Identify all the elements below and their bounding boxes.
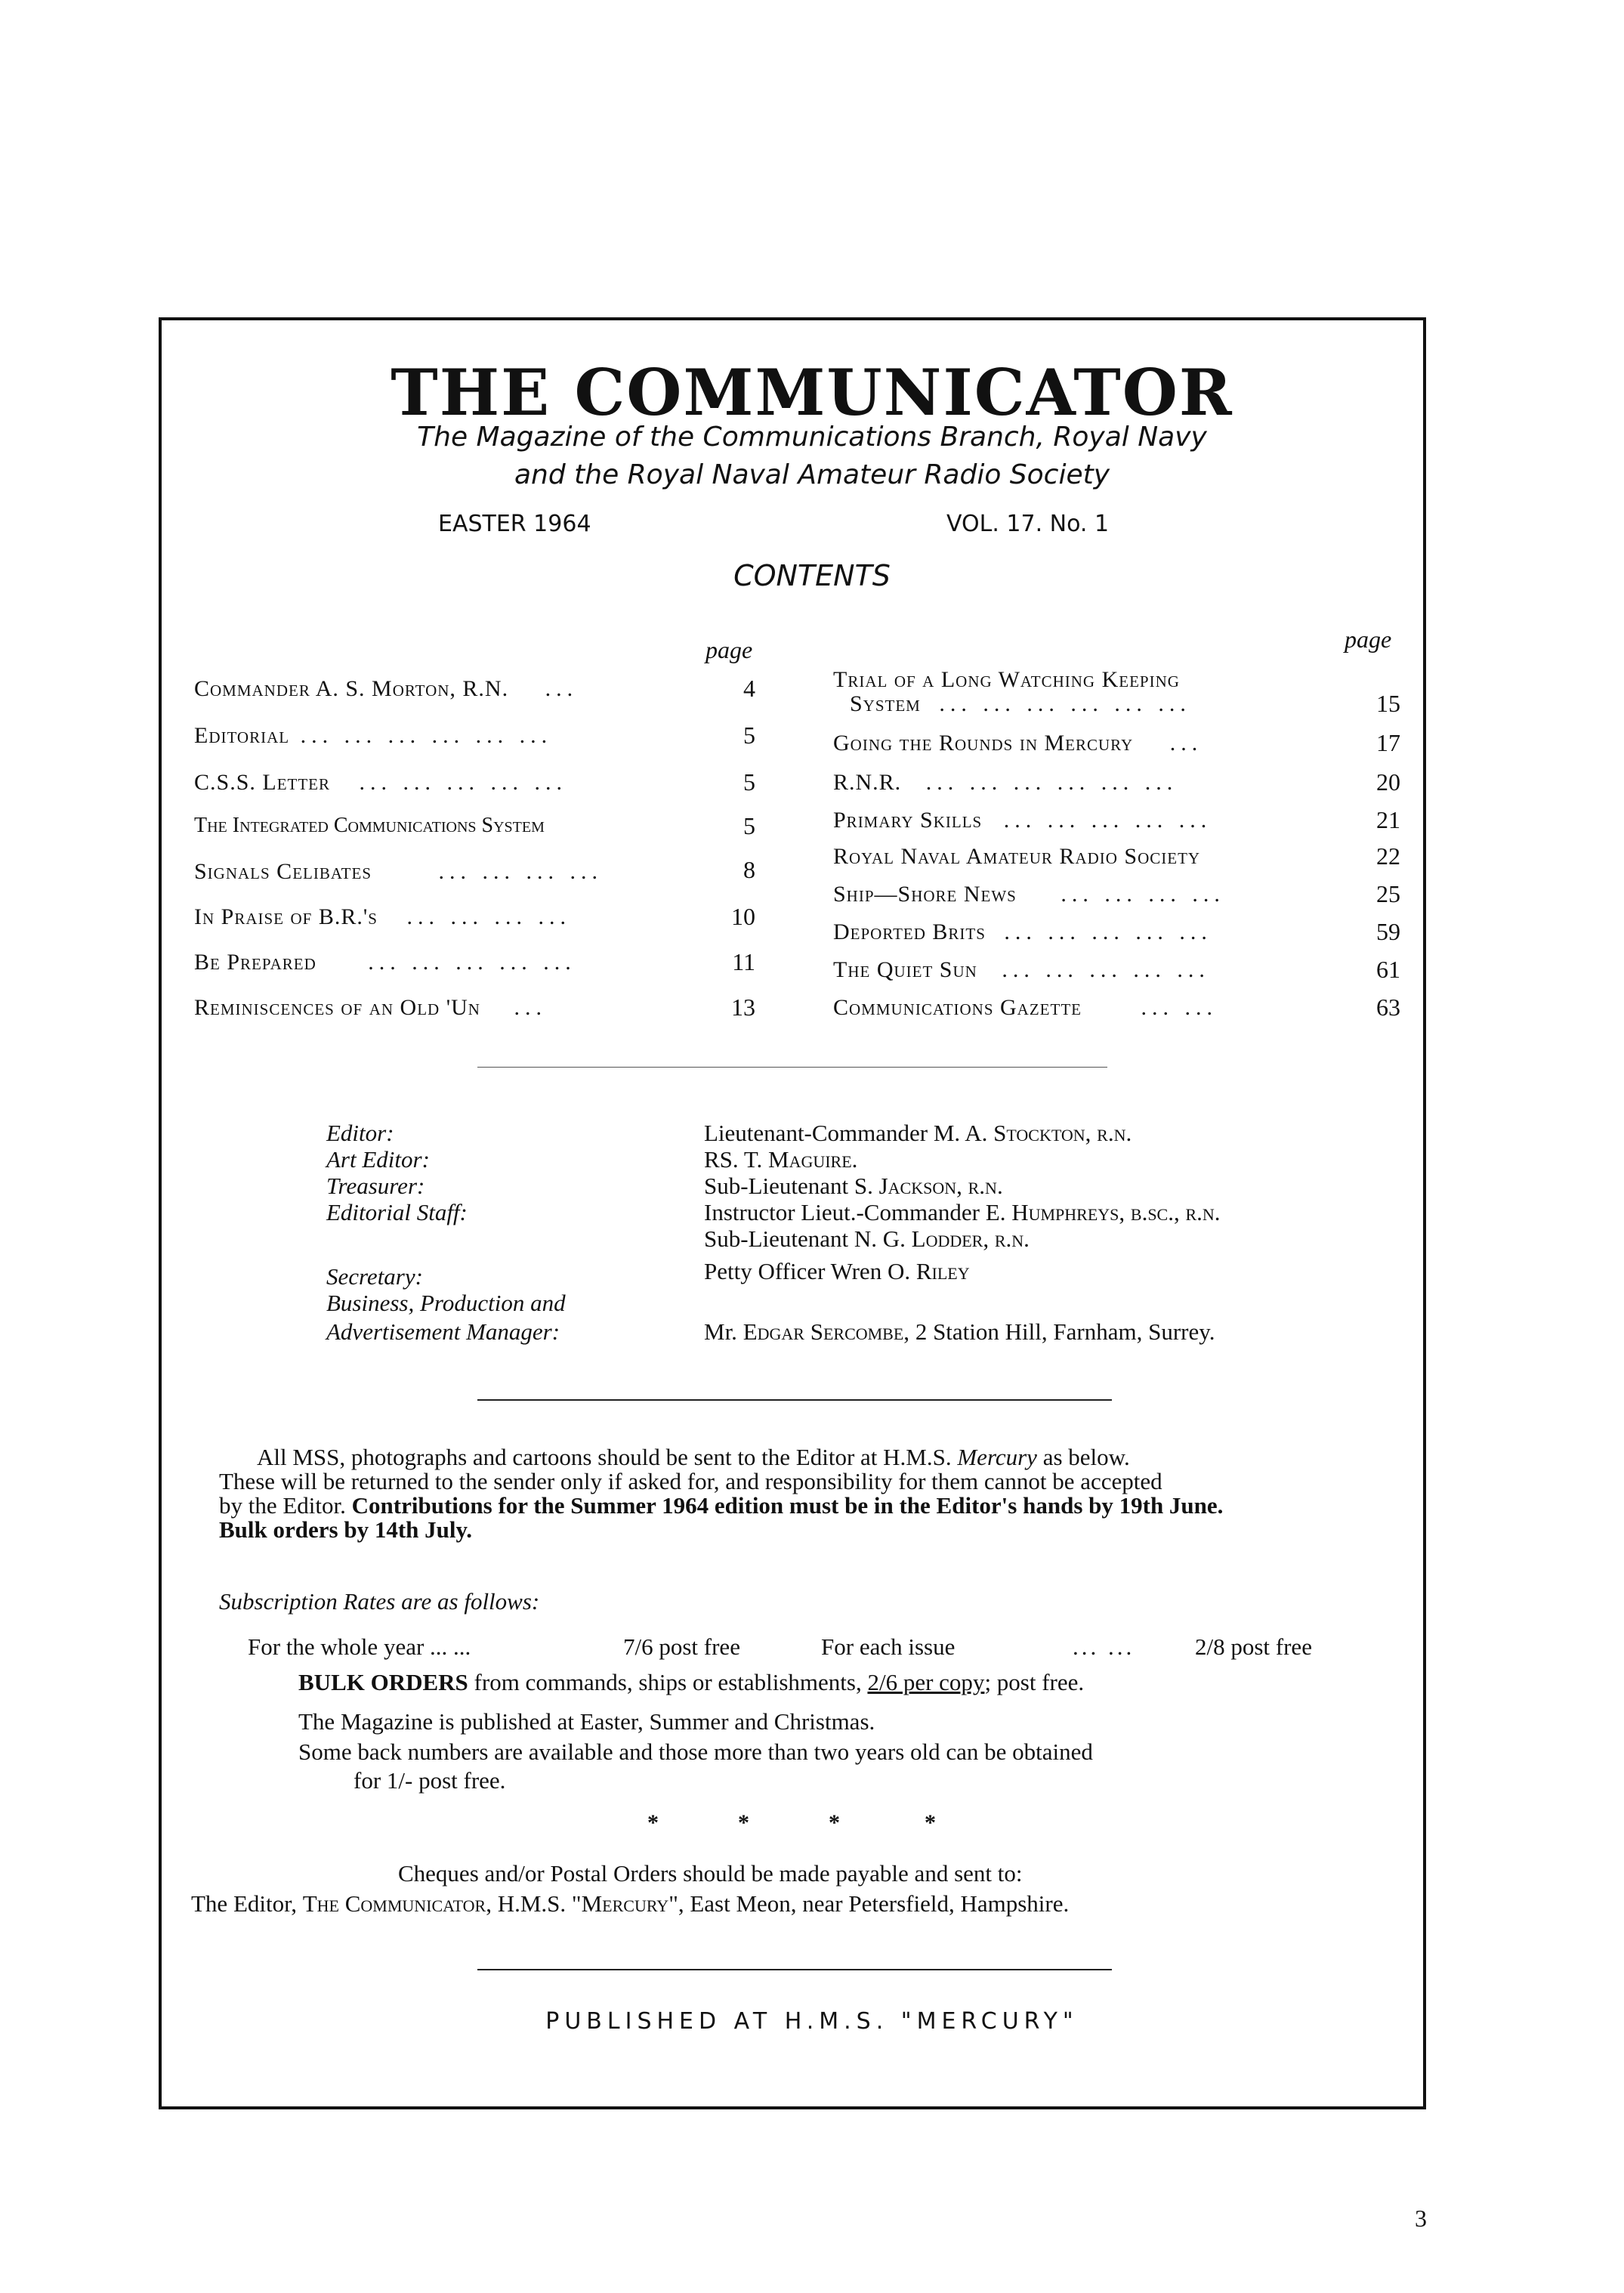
divider-rule	[477, 1067, 1107, 1068]
treasurer-label: Treasurer:	[326, 1173, 425, 1199]
toc-page-number: 5	[743, 812, 755, 839]
toc-item: In Praise of B.R.'s ... ... ... ...	[194, 904, 571, 929]
toc-item: Commander A. S. Morton, R.N. ...	[194, 676, 579, 701]
toc-item: C.S.S. Letter ... ... ... ... ...	[194, 770, 568, 795]
payment-line2: The Editor, The Communicator, H.M.S. "Mercury", East Meon, near Petersfield, Hampshire.	[191, 1890, 1070, 1917]
toc-page-number: 59	[1376, 918, 1400, 945]
divider-rule	[477, 1969, 1112, 1970]
separator-star: *	[647, 1810, 659, 1835]
notice-line3: by the Editor. Contributions for the Summer 1964 edition must be in the Editor's hands by 19th June.	[219, 1492, 1224, 1519]
year-rate-label: For the whole year ... ...	[248, 1633, 471, 1660]
magazine-title: THE COMMUNICATOR	[391, 355, 1233, 430]
toc-item: Deported Brits ... ... ... ... ...	[833, 919, 1212, 944]
business-manager-label-line1: Business, Production and	[326, 1290, 566, 1316]
manager-value: Mr. Edgar Sercombe, 2 Station Hill, Farnham, Surrey.	[704, 1318, 1215, 1345]
toc-item: Primary Skills ... ... ... ... ...	[833, 808, 1212, 833]
toc-page-number: 21	[1376, 806, 1400, 833]
separator-star: *	[925, 1810, 936, 1835]
editor-label: Editor:	[326, 1120, 394, 1146]
subscription-heading: Subscription Rates are as follows:	[219, 1588, 540, 1615]
toc-page-number: 10	[731, 903, 755, 930]
secretary-value: Petty Officer Wren O. Riley	[704, 1258, 970, 1284]
page-number: 3	[1415, 2205, 1427, 2232]
payment-line1: Cheques and/or Postal Orders should be made payable and sent to:	[398, 1860, 1023, 1887]
toc-page-number: 8	[743, 856, 755, 883]
treasurer-value: Sub-Lieutenant S. Jackson, r.n.	[704, 1173, 1003, 1199]
secretary-label: Secretary:	[326, 1263, 423, 1290]
published-at: PUBLISHED AT H.M.S. "MERCURY"	[545, 2008, 1079, 2035]
back-numbers-line1: Some back numbers are available and those more than two years old can be obtained	[298, 1738, 1093, 1765]
toc-item: R.N.R. ... ... ... ... ... ...	[833, 770, 1178, 795]
toc-page-number: 11	[732, 948, 755, 975]
issue-rate-price: 2/8 post free	[1195, 1633, 1312, 1660]
toc-page-number: 61	[1376, 956, 1400, 983]
toc-item: Royal Naval Amateur Radio Society	[833, 844, 1201, 869]
toc-page-number: 4	[743, 675, 755, 702]
contents-page-header-left: page	[705, 636, 753, 663]
art-editor-value: RS. T. Maguire.	[704, 1146, 858, 1173]
contents-heading: CONTENTS	[733, 559, 891, 592]
volume-label: VOL. 17. No. 1	[946, 511, 1110, 537]
notice-line1: All MSS, photographs and cartoons should be sent to the Editor at H.M.S. Mercury as below.	[257, 1444, 1130, 1470]
toc-item: Going the Rounds in Mercury ...	[833, 731, 1203, 756]
business-manager-label-line2: Advertisement Manager:	[326, 1318, 560, 1345]
contents-page-header-right: page	[1345, 626, 1392, 653]
toc-item: Signals Celibates ... ... ... ...	[194, 859, 604, 884]
notice-line4: Bulk orders by 14th July.	[219, 1516, 473, 1543]
toc-page-number: 63	[1376, 994, 1400, 1021]
toc-page-number: 13	[731, 994, 755, 1021]
toc-item: Ship—Shore News ... ... ... ...	[833, 882, 1225, 907]
issue-rate-dots: ... ...	[1073, 1633, 1135, 1660]
issue-rate-label: For each issue	[821, 1633, 956, 1660]
separator-star: *	[738, 1810, 749, 1835]
divider-rule	[477, 1399, 1112, 1401]
toc-page-number: 20	[1376, 768, 1400, 796]
toc-page-number: 15	[1376, 690, 1400, 717]
toc-page-number: 5	[743, 768, 755, 796]
publication-schedule: The Magazine is published at Easter, Summer and Christmas.	[298, 1708, 875, 1735]
toc-item: Reminiscences of an Old 'Un ...	[194, 995, 547, 1020]
toc-page-number: 17	[1376, 729, 1400, 756]
toc-item: Be Prepared ... ... ... ... ...	[194, 950, 576, 975]
toc-item: The Quiet Sun ... ... ... ... ...	[833, 957, 1210, 982]
editorial-staff-label: Editorial Staff:	[326, 1199, 468, 1225]
notice-line2: These will be returned to the sender only if asked for, and responsibility for them cannot be accepted	[219, 1468, 1162, 1494]
separator-star: *	[829, 1810, 840, 1835]
magazine-subtitle-line2: and the Royal Naval Amateur Radio Society	[514, 459, 1110, 490]
toc-page-number: 25	[1376, 880, 1400, 907]
toc-page-number: 22	[1376, 842, 1400, 870]
editor-value: Lieutenant-Commander M. A. Stockton, r.n.	[704, 1120, 1132, 1146]
toc-item: Editorial ... ... ... ... ... ...	[194, 723, 553, 748]
magazine-subtitle-line1: The Magazine of the Communications Branch, Royal Navy	[417, 422, 1207, 453]
art-editor-label: Art Editor:	[326, 1146, 430, 1173]
back-numbers-line2: for 1/- post free.	[354, 1767, 506, 1794]
editorial-staff-value-1: Instructor Lieut.-Commander E. Humphreys, b.sc., r.n.	[704, 1199, 1221, 1225]
bulk-orders-line: BULK ORDERS from commands, ships or establishments, 2/6 per copy; post free.	[298, 1669, 1085, 1695]
toc-page-number: 5	[743, 722, 755, 749]
toc-item-continued: System ... ... ... ... ... ...	[850, 691, 1191, 716]
year-rate-price: 7/6 post free	[623, 1633, 740, 1660]
editorial-staff-value-2: Sub-Lieutenant N. G. Lodder, r.n.	[704, 1225, 1030, 1252]
issue-label: EASTER 1964	[438, 511, 591, 537]
toc-item: Trial of a Long Watching Keeping	[833, 667, 1180, 692]
toc-item: The Integrated Communications System	[194, 814, 545, 837]
toc-item: Communications Gazette ... ...	[833, 995, 1218, 1020]
